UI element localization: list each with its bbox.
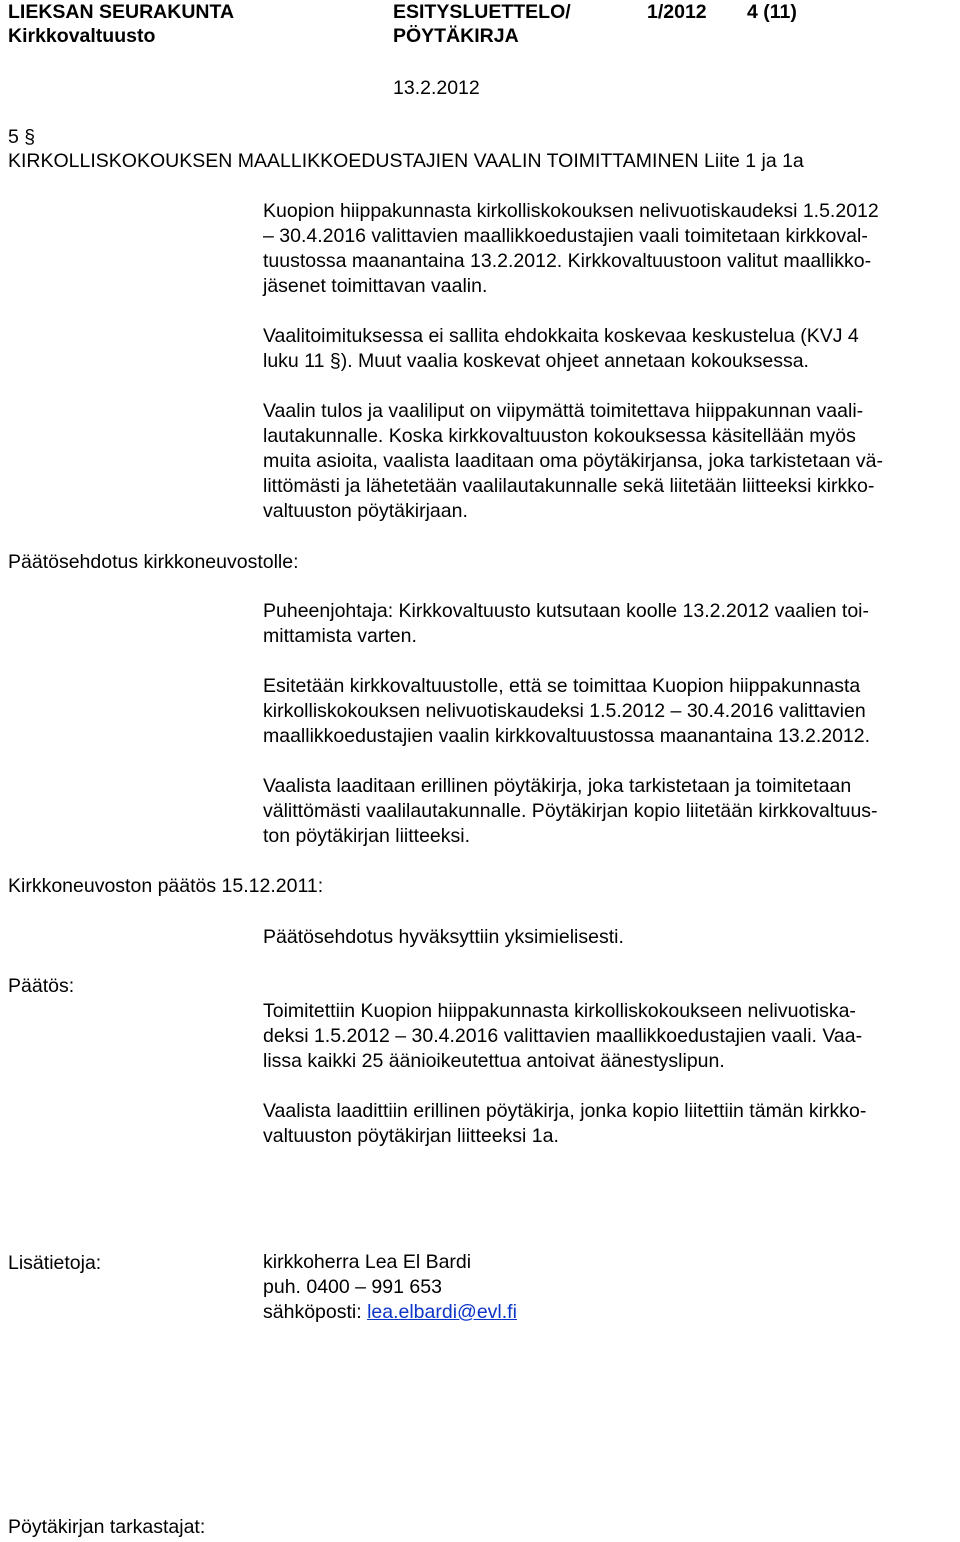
text-line: Kuopion hiippakunnasta kirkolliskokouksen nelivuotiskaudeksi 1.5.2012 bbox=[263, 200, 879, 222]
proposal-label: Päätösehdotus kirkkoneuvostolle: bbox=[8, 551, 299, 573]
text-line: muita asioita, vaalista laaditaan oma pöytäkirjansa, joka tarkistetaan vä- bbox=[263, 450, 883, 472]
board-decision-label: Kirkkoneuvoston päätös 15.12.2011: bbox=[8, 875, 324, 897]
contact-email-row bbox=[263, 1300, 517, 1326]
contact-email-link[interactable]: lea.elbardi@evl.fi bbox=[367, 1301, 517, 1323]
text-line: – 30.4.2016 valittavien maallikkoedustajien vaali toimitetaan kirkkoval- bbox=[263, 225, 868, 247]
more-info-label: Lisätietoja: bbox=[8, 1252, 102, 1274]
contact-email-label: sähköposti: bbox=[263, 1301, 368, 1323]
text-line: Esitetään kirkkovaltuustolle, että se toimittaa Kuopion hiippakunnasta bbox=[263, 675, 861, 697]
text-line: lissa kaikki 25 äänioikeutettua antoivat äänestyslipun. bbox=[263, 1050, 725, 1072]
text-line: tuustossa maanantaina 13.2.2012. Kirkkovaltuustoon valitut maallikko- bbox=[263, 250, 872, 272]
text-line: mittamista varten. bbox=[263, 625, 417, 647]
text-line: Vaalista laaditaan erillinen pöytäkirja, joka tarkistetaan ja toimitetaan bbox=[263, 775, 852, 797]
text-line: jäsenet toimittavan vaalin. bbox=[263, 275, 488, 297]
text-line: valtuuston pöytäkirjaan. bbox=[263, 500, 468, 522]
board-decision-text: Päätösehdotus hyväksyttiin yksimielisesti. bbox=[263, 926, 624, 948]
text-line: Toimitettiin Kuopion hiippakunnasta kirkolliskokoukseen nelivuotiska- bbox=[263, 1000, 856, 1022]
meeting-date: 13.2.2012 bbox=[393, 77, 480, 99]
doc-type: ESITYSLUETTELO/ bbox=[393, 1, 571, 23]
text-line: Vaalista laadittiin erillinen pöytäkirja, jonka kopio liitettiin tämän kirkko- bbox=[263, 1100, 867, 1122]
text-line: Puheenjohtaja: Kirkkovaltuusto kutsutaan koolle 13.2.2012 vaalien toi- bbox=[263, 600, 869, 622]
contact-phone: puh. 0400 – 991 653 bbox=[263, 1276, 442, 1298]
section-number: 5 § bbox=[8, 126, 36, 148]
reviewers-label: Pöytäkirjan tarkastajat: bbox=[8, 1516, 206, 1538]
contact-name: kirkkoherra Lea El Bardi bbox=[263, 1251, 472, 1273]
doc-type-sub: PÖYTÄKIRJA bbox=[393, 25, 519, 47]
section-title: KIRKOLLISKOKOUKSEN MAALLIKKOEDUSTAJIEN VAALIN TOIMITTAMINEN Liite 1 ja 1a bbox=[8, 150, 804, 172]
org-body: Kirkkovaltuusto bbox=[8, 25, 156, 47]
page-number: 4 (11) bbox=[747, 1, 797, 23]
text-line: littömästi ja lähetetään vaalilautakunnalle sekä liitetään liitteeksi kirkko- bbox=[263, 475, 875, 497]
text-line: kirkolliskokouksen nelivuotiskaudeksi 1.5.2012 – 30.4.2016 valittavien bbox=[263, 700, 866, 722]
text-line: Vaalitoimituksessa ei sallita ehdokkaita koskevaa keskustelua (KVJ 4 bbox=[263, 325, 859, 347]
decision-label: Päätös: bbox=[8, 975, 75, 997]
org-name: LIEKSAN SEURAKUNTA bbox=[8, 1, 235, 23]
text-line: valtuuston pöytäkirjan liitteeksi 1a. bbox=[263, 1125, 559, 1147]
meeting-number: 1/2012 bbox=[647, 1, 707, 23]
text-line: välittömästi vaalilautakunnalle. Pöytäkirjan kopio liitetään kirkkovaltuus- bbox=[263, 800, 878, 822]
text-line: luku 11 §). Muut vaalia koskevat ohjeet annetaan kokouksessa. bbox=[263, 350, 809, 372]
text-line: lautakunnalle. Koska kirkkovaltuuston kokouksessa käsitellään myös bbox=[263, 425, 856, 447]
text-line: maallikkoedustajien vaalin kirkkovaltuustossa maanantaina 13.2.2012. bbox=[263, 725, 871, 747]
text-line: Vaalin tulos ja vaaliliput on viipymättä toimitettava hiippakunnan vaali- bbox=[263, 400, 864, 422]
text-line: ton pöytäkirjan liitteeksi. bbox=[263, 825, 471, 847]
text-line: deksi 1.5.2012 – 30.4.2016 valittavien maallikkoedustajien vaali. Vaa- bbox=[263, 1025, 863, 1047]
